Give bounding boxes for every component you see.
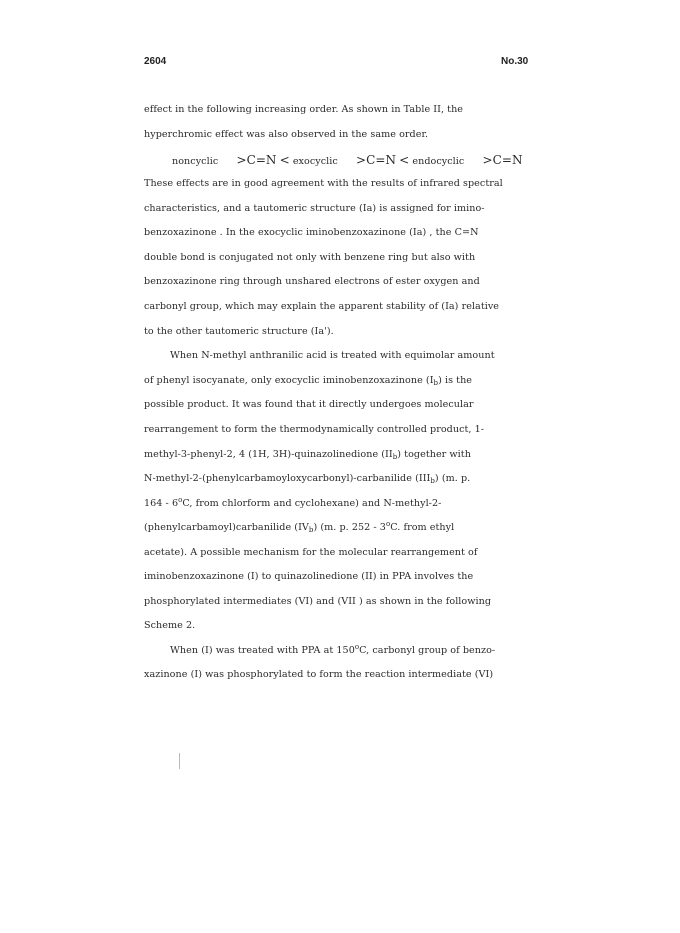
- order-term: endocyclic: [412, 156, 465, 167]
- body-line: of phenyl isocyanate, only exocyclic iminobenzoxazinone $(I_b)$ is the: [144, 375, 473, 387]
- body-line: characteristics, and a tautomeric structure (Ia) is assigned for imino-: [144, 203, 485, 214]
- body-line: (phenylcarbamoyl)carbanilide $(IV_b)$ (m. p. 252 - 3$^o$C. from ethyl: [144, 520, 455, 534]
- order-sequence: [172, 153, 552, 167]
- body-line: possible product. It was found that it directly undergoes molecular: [144, 399, 474, 410]
- body-line: hyperchromic effect was also observed in the same order.: [144, 129, 429, 140]
- body-line: These effects are in good agreement with the results of infrared spectral: [144, 178, 503, 189]
- issue-number: No.30: [501, 56, 529, 67]
- order-term: noncyclic: [172, 156, 219, 167]
- body-line: acetate). A possible mechanism for the molecular rearrangement of: [144, 547, 478, 558]
- body-line: When (I) was treated with PPA at 150$^o$C, carbonyl group of benzo-: [170, 643, 496, 656]
- body-line: 164 - 6$^o$C, from chlorform and cyclohexane) and N-methyl-2-: [144, 496, 442, 509]
- page-number: 2604: [144, 56, 167, 67]
- order-term: exocyclic: [292, 156, 338, 167]
- body-line: benzoxazinone ring through unshared electrons of ester oxygen and: [144, 276, 480, 287]
- body-line: carbonyl group, which may explain the apparent stability of (Ia) relative: [144, 301, 500, 312]
- body-line: rearrangement to form the thermodynamically controlled product, 1-: [144, 424, 485, 435]
- body-line: double bond is conjugated not only with benzene ring but also with: [144, 252, 476, 263]
- body-line: phosphorylated intermediates (VI) and (VII ) as shown in the following: [144, 596, 492, 607]
- body-line: effect in the following increasing order. As shown in Table II, the: [144, 104, 464, 115]
- imine-group: >C=N: [356, 153, 397, 167]
- body-line: iminobenzoxazinone (I) to quinazolinedione (II) in PPA involves the: [144, 571, 474, 582]
- imine-group: >C=N: [482, 153, 523, 167]
- body-line: xazinone (I) was phosphorylated to form the reaction intermediate (VI): [144, 669, 494, 680]
- imine-group: >C=N: [236, 153, 277, 167]
- body-line: benzoxazinone . In the exocyclic iminobenzoxazinone (Ia) , the C=N: [144, 227, 479, 238]
- body-line: Scheme 2.: [144, 620, 196, 631]
- less-than-symbol: <: [279, 153, 290, 167]
- body-line: methyl-3-phenyl-2, 4 (1H, 3H)-quinazolinedione $(II_b)$ together with: [144, 449, 471, 461]
- body-line: to the other tautomeric structure (Ia').: [144, 326, 334, 337]
- body-line: N-methyl-2-(phenylcarbamoyloxycarbonyl)-carbanilide $(III_b)$ (m. p.: [144, 473, 471, 485]
- body-line: When N-methyl anthranilic acid is treated with equimolar amount: [170, 350, 495, 361]
- scan-mark: [179, 753, 180, 769]
- less-than-symbol: <: [399, 153, 410, 167]
